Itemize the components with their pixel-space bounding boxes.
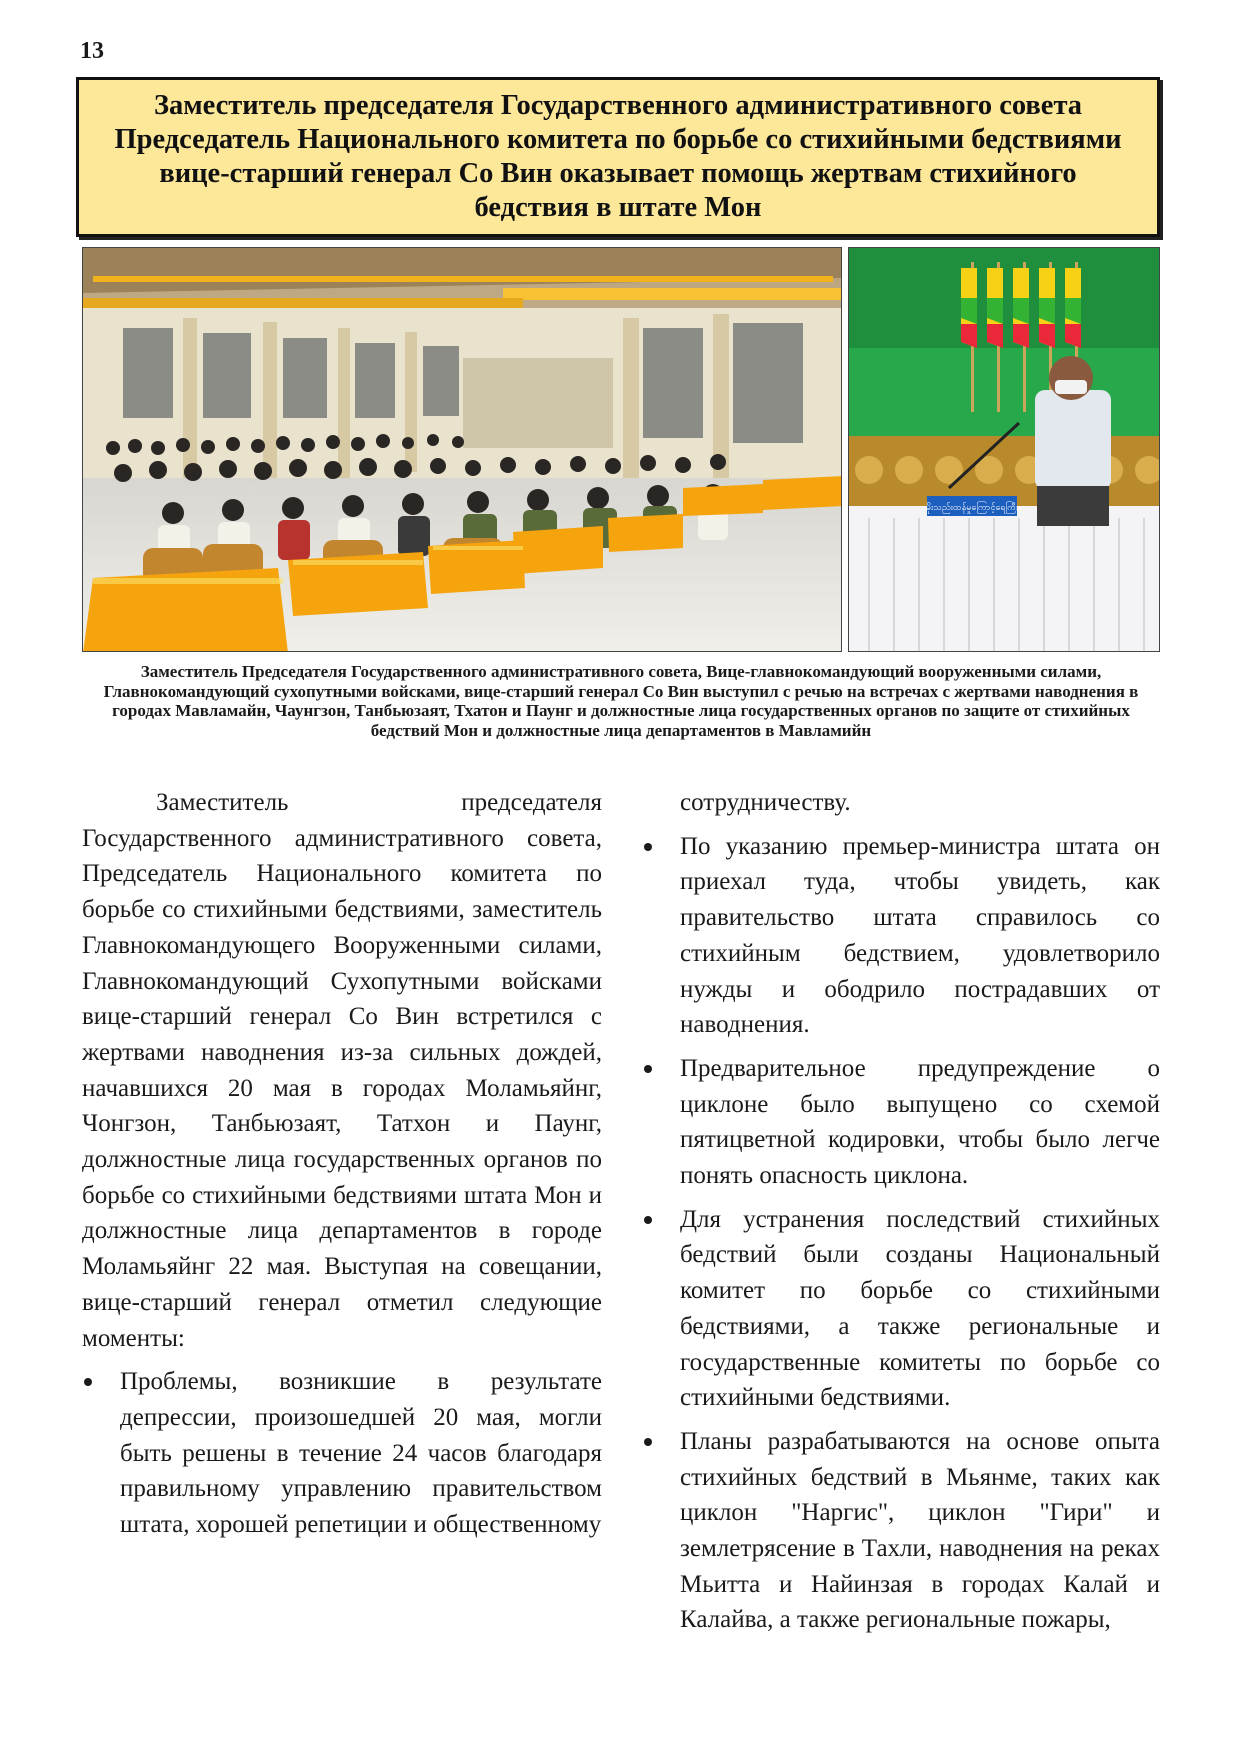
bullet-dot — [644, 1065, 652, 1073]
desk-sign: မိုးသည်းထန်မှုကြောင့်ရေကြီး — [925, 503, 1019, 513]
meeting-hall-photo — [82, 247, 842, 652]
right-column — [642, 785, 1160, 1638]
list-item: Проблемы, возникшие в результате депрессии, произошедшей 20 мая, могли быть решены в течение 24 часов благодаря правильному управлению правительством штата, хорошей репетиции и общественному — [82, 1364, 602, 1543]
left-column — [82, 785, 602, 1543]
bullet-dot — [644, 1216, 652, 1224]
intro-paragraph: Заместитель председателя Государственного административного совета, Председатель Национального комитета по борьбе со стихийными бедствиями, заместитель Главнокомандующего Вооруженными силами, Главнокомандующий Сухопутными войсками вице-старший генерал Со Вин встретился с жертвами наводнения из-за сильных дождей, начавшихся 20 мая в городах Моламьяйнг, Чонгзон, Танбьюзаят, Татхон и Паунг, должностные лица государственных органов по борьбе со стихийными бедствиями штата Мон и должностные лица департаментов в городе Моламьяйнг 22 мая. Выступая на совещании, вице-старший генерал отметил следующие моменты: — [82, 789, 602, 1352]
article-title: Заместитель председателя Государственного административного совета Председатель Национального комитета по борьбе со стихийными бедствиями вице-старший генерал Со Вин оказывает помощь жертвам стихийного бедствия в штате Мон — [114, 90, 1122, 223]
bullet-dot — [644, 1438, 652, 1446]
title-box — [76, 77, 1160, 237]
page-number: 13 — [80, 38, 104, 64]
continuation-text: сотрудничеству. — [680, 789, 851, 816]
list-item: Планы разрабатываются на основе опыта стихийных бедствий в Мьянме, таких как циклон "Наргис", циклон "Гири" и землетрясение в Тахли, наводнения на реках Мьитта и Найинзая в городах Калай и Калайва, а также региональные пожары, — [642, 1424, 1160, 1638]
photo-caption: Заместитель Председателя Государственного административного совета, Вице-главнокомандующий вооруженными силами, Главнокомандующий сухопутными войсками, вице-старший генерал Со Вин выступил с речью на встречах с жертвами наводнения в городах Мавламайн, Чаунгзон, Танбьюзаят, Тхатон и Паунг и должностные лица государственных органов по защите от стихийных бедствий Мон и должностные лица департаментов в Мавламийн — [103, 662, 1139, 740]
right-bullet-list — [642, 829, 1160, 1638]
list-item: По указанию премьер-министра штата он приехал туда, чтобы увидеть, как правительство штата справилось со стихийным бедствием, удовлетворило нужды и ободрило пострадавших от наводнения. — [642, 829, 1160, 1043]
bullet-dot — [84, 1378, 92, 1386]
list-item: Предварительное предупреждение о циклоне было выпущено со схемой пятицветной кодировки, чтобы было легче понять опасность циклона. — [642, 1051, 1160, 1194]
left-bullet-list — [82, 1364, 602, 1543]
bullet-dot — [644, 843, 652, 851]
speaker-photo — [848, 247, 1160, 652]
list-item: Для устранения последствий стихийных бедствий были созданы Национальный комитет по борьбе со стихийными бедствиями, а также региональные и государственные комитеты по борьбе со стихийными бедствиями. — [642, 1202, 1160, 1416]
